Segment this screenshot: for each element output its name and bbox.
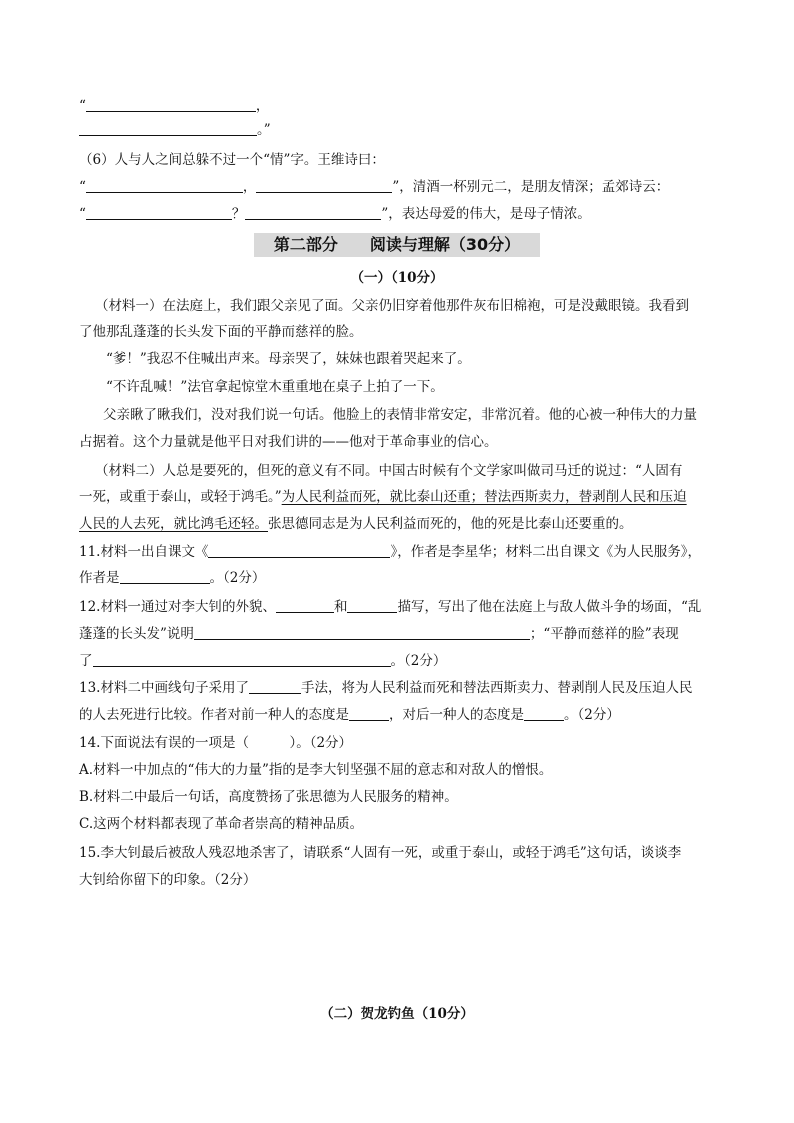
q5-end: 。” — [257, 122, 271, 138]
passage-p5-line3 — [79, 514, 633, 534]
q12-line2 — [79, 624, 679, 644]
q6-line1-comma: ， — [242, 179, 257, 195]
q13-line1 — [79, 678, 692, 698]
q12-blank-1[interactable] — [276, 598, 334, 613]
q5-blank-2[interactable] — [79, 121, 257, 136]
q6-blank-2[interactable] — [256, 178, 392, 193]
subsection-2-title: （二）贺龙钓鱼（10分） — [320, 1006, 474, 1022]
q13-text-a: 13.材料二中画线句子采用了 — [79, 680, 249, 696]
q13-line2 — [79, 705, 620, 725]
q11-text-b: 》，作者是李星华；材料二出自课文《为人民服务》， — [390, 544, 701, 560]
q12-line1 — [79, 597, 701, 617]
q6-line2-open: “ — [79, 206, 86, 222]
passage-p4-line2: 占据着。这个力量就是他平日对我们讲的——他对于革命事业的信心。 — [79, 434, 498, 450]
q12-line3 — [79, 651, 446, 671]
q12-blank-4[interactable] — [93, 652, 391, 667]
q11-text-a: 11.材料一出自课文《 — [79, 544, 209, 560]
q12-blank-2[interactable] — [347, 598, 397, 613]
q14-option-a[interactable]: A.材料一中加点的“伟大的力量”指的是李大钊坚强不屈的意志和对敌人的憎恨。 — [79, 762, 553, 778]
passage-p5-quote: 一死，或重于泰山，或轻于鸿毛。” — [79, 489, 282, 505]
q6-line1 — [79, 177, 669, 197]
q13-blank-1[interactable] — [249, 679, 301, 694]
q5-line1 — [79, 96, 269, 116]
passage-p5-line2 — [79, 487, 687, 507]
q6-line1-open: “ — [79, 179, 86, 195]
subsection-1-title: （一）（10分） — [350, 270, 444, 286]
q13-text-b: 手法，将为人民利益而死和替法西斯卖力、替剥削人民及压迫人民 — [300, 680, 693, 696]
q13-text-c: 的人去死进行比较。作者对前一种人的态度是 — [79, 707, 349, 723]
q12-text-b: 和 — [333, 599, 348, 615]
q12-text-f: 了 — [79, 653, 93, 669]
q12-text-c: 描写，写出了他在法庭上与敌人做斗争的场面，“乱 — [397, 599, 702, 615]
passage-p4-line1: 父亲瞅了瞅我们，没对我们说一句话。他脸上的表情非常安定，非常沉着。他的心被一种伟大的力量 — [103, 407, 697, 423]
q5-line2 — [79, 120, 271, 140]
q6-blank-1[interactable] — [86, 178, 243, 193]
q11-text-c: 作者是 — [79, 570, 120, 586]
q11-line2 — [79, 568, 265, 588]
q13-text-d: ，对后一种人的态度是 — [389, 707, 524, 723]
passage-p5-tail: 张思德同志是为人民利益而死的，他的死是比泰山还要重的。 — [268, 516, 633, 532]
passage-p5-line1: （材料二）人总是要死的，但死的意义有不同。中国古时候有个文学家叫做司马迁的说过：“人固有 — [95, 463, 683, 479]
q11-blank-2[interactable] — [120, 569, 210, 584]
q14-option-b[interactable]: B.材料二中最后一句话，高度赞扬了张思德为人民服务的精神。 — [79, 789, 458, 805]
q12-text-d: 蓬蓬的长头发”说明 — [79, 626, 194, 642]
q5-blank-1[interactable] — [86, 97, 256, 112]
q12-text-a: 12.材料一通过对李大钊的外貌、 — [79, 599, 276, 615]
q14-option-c[interactable]: C.这两个材料都表现了革命者崇高的精神品质。 — [79, 816, 364, 832]
q5-comma: ， — [255, 98, 270, 114]
q6-line2 — [79, 204, 591, 224]
q13-text-e: 。（2分） — [564, 707, 620, 723]
q5-open-quote: “ — [79, 98, 86, 114]
passage-p3: “不许乱喊！”法官拿起惊堂木重重地在桌子上拍了一下。 — [106, 379, 444, 395]
q6-line1-tail: ”，清酒一杯别元二，是朋友情深；孟郊诗云： — [392, 179, 670, 195]
q11-line1 — [79, 542, 701, 562]
passage-p1-line1: （材料一）在法庭上，我们跟父亲见了面。父亲仍旧穿着他那件灰布旧棉袍，可是没戴眼镜。我看到 — [95, 298, 689, 314]
q11-blank-1[interactable] — [208, 543, 390, 558]
q6-blank-4[interactable] — [245, 205, 381, 220]
q12-text-e: ；“平静而慈祥的脸”表现 — [529, 626, 679, 642]
q6-blank-3[interactable] — [86, 205, 232, 220]
q6-line2-tail: ”，表达母爱的伟大，是母子情浓。 — [381, 206, 591, 222]
q6-line2-question: ？ — [231, 206, 246, 222]
underlined-sentence-part1: 为人民利益而死，就比泰山还重；替法西斯卖力，替剥削人民和压迫 — [281, 489, 687, 505]
q6-prompt: （6）人与人之间总躲不过一个“情”字。王维诗曰： — [79, 152, 385, 168]
passage-p2: “爹！”我忍不住喊出声来。母亲哭了，妹妹也跟着哭起来了。 — [106, 351, 471, 367]
section-title: 第二部分 阅读与理解（30分） — [254, 233, 540, 257]
q12-blank-3[interactable] — [194, 625, 530, 640]
passage-p1-line2: 了他那乱蓬蓬的长头发下面的平静而慈祥的脸。 — [79, 324, 363, 340]
q12-text-g: 。（2分） — [390, 653, 447, 669]
q15-line2: 大钊给你留下的印象。（2分） — [79, 872, 257, 888]
q15-line1: 15.李大钊最后被敌人残忍地杀害了，请联系“人固有一死，或重于泰山，或轻于鸿毛”这句话，谈谈李 — [79, 845, 682, 861]
q13-blank-3[interactable] — [524, 706, 564, 721]
underlined-sentence-part2: 人民的人去死，就比鸿毛还轻。 — [79, 516, 268, 532]
q11-text-d: 。（2分） — [209, 570, 266, 586]
q13-blank-2[interactable] — [349, 706, 389, 721]
q14-stem: 14.下面说法有误的一项是（ ）。（2分） — [79, 735, 353, 751]
